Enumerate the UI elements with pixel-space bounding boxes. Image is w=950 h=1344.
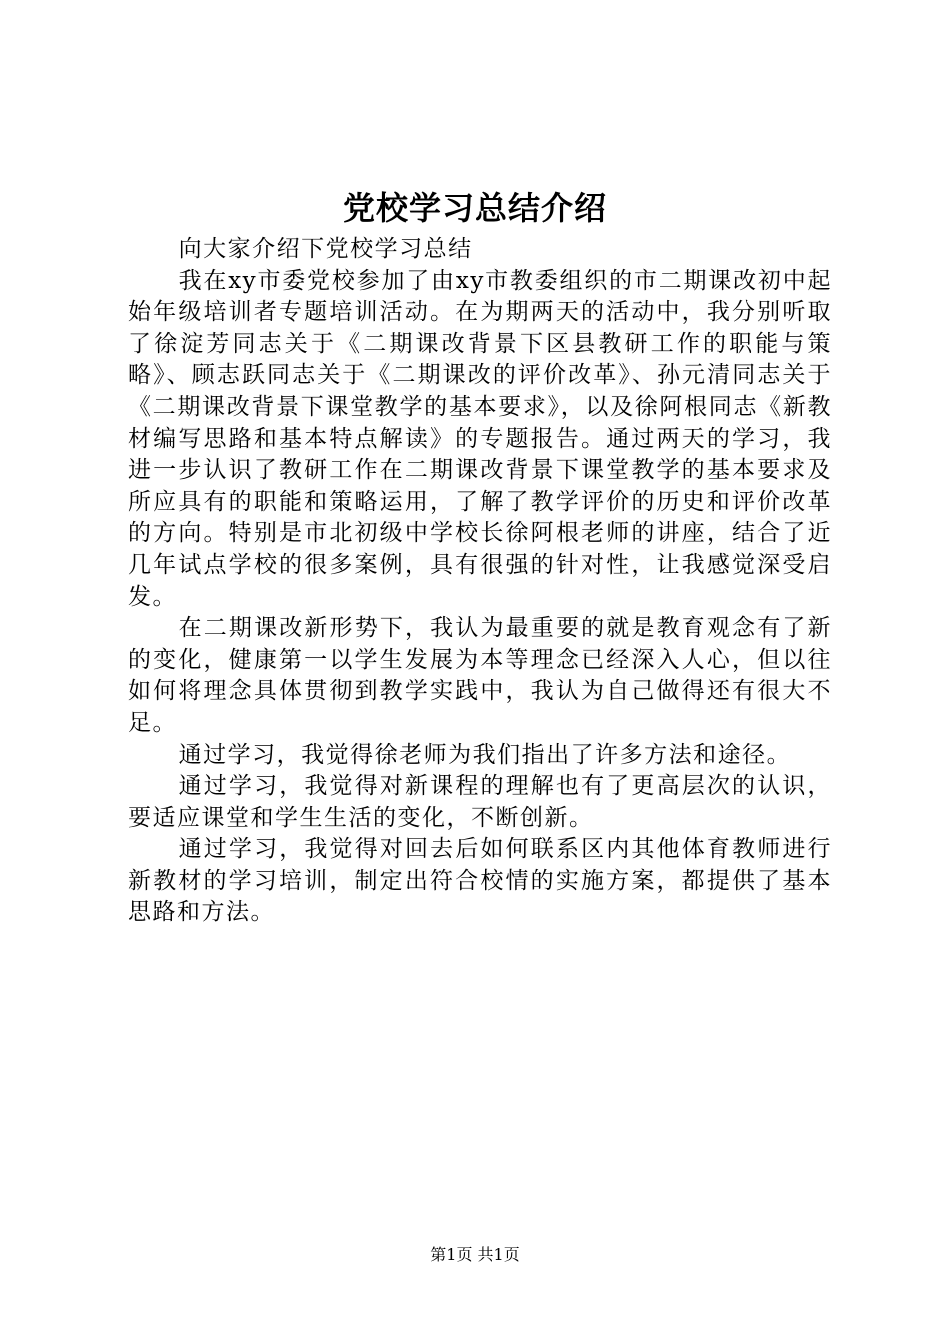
body-paragraph-2: 在二期课改新形势下，我认为最重要的就是教育观念有了新的变化，健康第一以学生发展为本等理念已经深入人心，但以往如何将理念具体贯彻到教学实践中，我认为自己做得还有很大不足。 [128, 615, 832, 736]
page-footer: 第1页 共1页 [430, 1245, 520, 1264]
body-paragraph-4: 通过学习，我觉得对新课程的理解也有了更高层次的认识，要适应课堂和学生生活的变化，不断创新。 [128, 773, 832, 831]
body-paragraph-5: 通过学习，我觉得对回去后如何联系区内其他体育教师进行新教材的学习培训，制定出符合校情的实施方案，都提供了基本思路和方法。 [128, 836, 832, 926]
intro-paragraph: 向大家介绍下党校学习总结 [178, 236, 473, 262]
document-body [128, 234, 832, 929]
body-paragraph-1: 我在xy市委党校参加了由xy市教委组织的市二期课改初中起始年级培训者专题培训活动。在为期两天的活动中，我分别听取了徐淀芳同志关于《二期课改背景下区县教研工作的职能与策略》、顾志跃同志关于《二期课改的评价改革》、孙元清同志关于《二期课改背景下课堂教学的基本要求》，以及徐阿根同志《新教材编写思路和基本特点解读》的专题报告。通过两天的学习，我进一步认识了教研工作在二期课改背景下课堂教学的基本要求及所应具有的职能和策略运用，了解了教学评价的历史和评价改革的方向。特别是市北初级中学校长徐阿根老师的讲座，结合了近几年试点学校的很多案例，具有很强的针对性，让我感觉深受启发。 [128, 267, 832, 610]
body-paragraph-3: 通过学习，我觉得徐老师为我们指出了许多方法和途径。 [178, 741, 792, 768]
document-title: 党校学习总结介绍 [342, 189, 607, 227]
